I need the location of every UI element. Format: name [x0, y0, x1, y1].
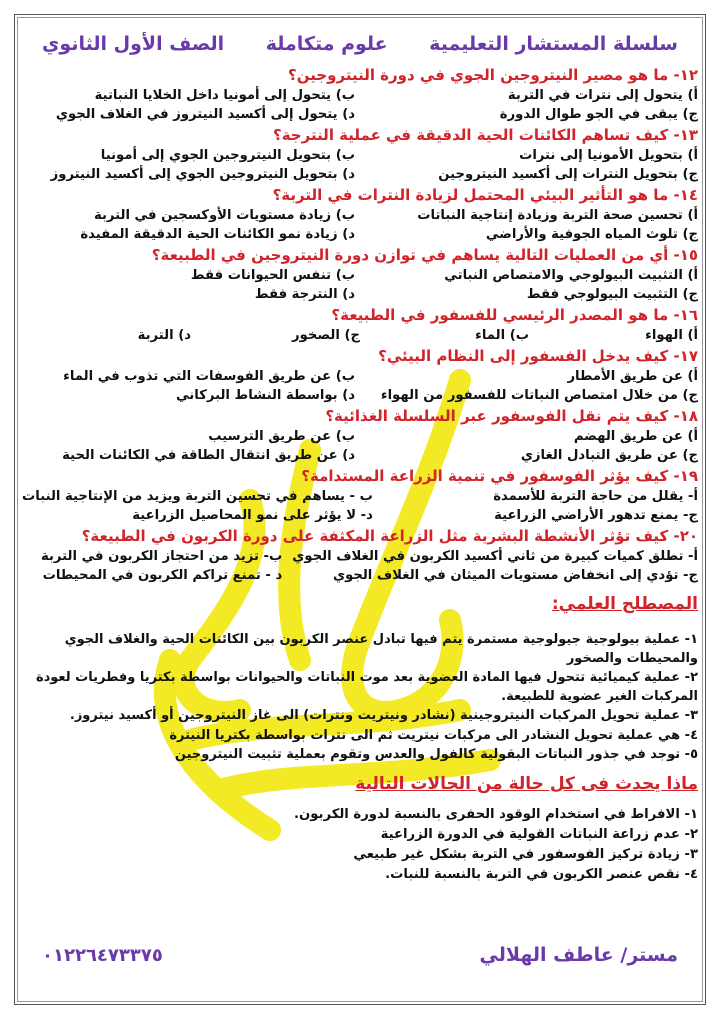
option-b: ب- تزيد من احتجاز الكربون في التربة	[40, 549, 283, 564]
question-19	[22, 466, 698, 525]
option-d: د) التربة	[137, 328, 191, 343]
option-a: أ- تطلق كميات كبيرة من ثاني أكسيد الكربون في الغلاف الجوي	[292, 549, 698, 564]
option-a: أ) بتحويل الأمونيا إلى نترات	[519, 148, 698, 163]
subject-title: علوم متكاملة	[265, 33, 388, 55]
option-a: أ) تحسين صحة التربة وزيادة إنتاجية النباتات	[417, 208, 698, 223]
question-13	[22, 125, 698, 184]
term-item: ٤- هي عملية تحويل النشادر الى مركبات نيتريت ثم الى نترات بواسطة بكتريا النيترة	[169, 727, 698, 743]
option-d: د) زيادة نمو الكائنات الحية الدقيقة المفيدة	[80, 227, 355, 242]
option-d: د- لا يؤثر على نمو المحاصيل الزراعية	[132, 508, 373, 523]
option-b: ب) يتحول إلى أمونيا داخل الخلايا النباتية	[94, 88, 355, 103]
page-footer	[42, 944, 678, 966]
option-b: ب) زيادة مستويات الأوكسجين في التربة	[93, 208, 355, 223]
worksheet-page	[22, 24, 698, 994]
question-12	[22, 65, 698, 124]
term-item: ٢- عملية كيميائية تتحول فيها المادة العضوية بعد موت النباتات والحيوانات بواسطة بكتريا وفطريات لعودة المركبات الغير عضوية للطبيعة.	[35, 670, 698, 704]
option-a: أ) الهواء	[645, 328, 698, 343]
cases-list	[22, 805, 698, 885]
option-c: ج- تؤدي إلى انخفاض مستويات الميثان في الغلاف الجوي	[333, 568, 698, 583]
option-b: ب) الماء	[475, 328, 529, 343]
terms-list	[22, 631, 698, 765]
case-item: ٢- عدم زراعة النباتات القولية في الدورة الزراعية	[380, 826, 698, 842]
option-c: ج- يمنع تدهور الأراضي الزراعية	[494, 508, 698, 523]
option-b: ب) بتحويل النيتروجين الجوي إلى أمونيا	[100, 148, 355, 163]
question-text: ١٩- كيف يؤثر الفوسفور في تنمية الزراعة المستدامة؟	[301, 467, 698, 485]
option-c: ج) الصخور	[292, 328, 360, 343]
option-d: د) عن طريق انتقال الطاقة في الكائنات الحية	[62, 448, 355, 463]
grade-title: الصف الأول الثانوي	[42, 33, 225, 55]
question-text: ١٥- أي من العمليات التالية يساهم في توازن دورة النيتروجين في الطبيعة؟	[151, 246, 698, 264]
option-d: د) النترجة فقط	[254, 287, 355, 302]
option-b: ب) عن طريق الترسيب	[208, 429, 355, 444]
term-item: ٣- عملية تحويل المركبات النيتروجينية (نشادر ونيتريت ونترات) الى غاز النيتروجين أو أكسيد نيتروز.	[69, 708, 698, 723]
question-16	[22, 305, 698, 345]
page-header	[22, 24, 698, 64]
question-text: ١٣- كيف تساهم الكائنات الحية الدقيقة في عملية النترجة؟	[273, 126, 698, 144]
case-item: ٤- نقص عنصر الكربون في التربة بالنسبة للنبات.	[385, 866, 698, 882]
question-14	[22, 185, 698, 244]
option-b: ب) تنفس الحيوانات فقط	[190, 268, 355, 283]
question-18	[22, 406, 698, 465]
series-title: سلسلة المستشار التعليمية	[429, 33, 678, 55]
cases-section-title: ماذا يحدث فى كل حالة من الحالات التالية	[355, 773, 698, 794]
option-d: د) بواسطة النشاط البركاني	[175, 388, 355, 403]
option-c: ج) من خلال امتصاص النباتات للفسفور من الهواء	[380, 388, 698, 403]
option-c: ج) تلوث المياه الجوفية والأراضي	[485, 227, 698, 242]
option-a: أ) يتحول إلى نترات في التربة	[507, 88, 698, 103]
term-item: ٥- توجد في جذور النباتات البقولية كالفول والعدس وتقوم بعملية تثبيت النيتروجين	[174, 747, 698, 762]
option-c: ج) يبقى في الجو طوال الدورة	[499, 107, 698, 122]
terms-section-title: المصطلح العلمي:	[551, 594, 698, 614]
question-text: ٢٠- كيف تؤثر الأنشطة البشرية مثل الزراعة المكثفة على دورة الكربون في الطبيعة؟	[81, 527, 698, 545]
phone-number: ٠١٢٢٦٤٧٣٣٧٥	[42, 944, 163, 966]
option-d: د) يتحول إلى أكسيد النيتروز في الغلاف الجوي	[55, 107, 355, 122]
term-item: ١- عملية بيولوجية جيولوجية مستمرة يتم فيها تبادل عنصر الكربون بين الكائنات الحية والغلاف الجوي والمحيطات والصخور	[64, 632, 698, 666]
question-text: ١٧- كيف يدخل الفسفور إلى النظام البيئي؟	[378, 347, 698, 365]
option-b: ب - يساهم في تحسين التربة ويزيد من الإنتاجية النبات	[22, 489, 373, 504]
option-b: ب) عن طريق الفوسفات التي تذوب في الماء	[63, 369, 355, 384]
option-c: ج) عن طريق التبادل الغازي	[520, 448, 698, 463]
option-d: د) بتحويل النيتروجين الجوي إلى أكسيد النيتروز	[50, 167, 355, 182]
question-20	[22, 526, 698, 585]
teacher-name: مستر/ عاطف الهلالي	[479, 944, 678, 966]
question-text: ١٢- ما هو مصير النيتروجين الجوي في دورة النيتروجين؟	[288, 66, 698, 84]
option-c: ج) التثبيت البيولوجي فقط	[526, 287, 698, 302]
option-d: د - تمنع تراكم الكربون في المحيطات	[42, 568, 283, 583]
case-item: ٣- زيادة تركيز الفوسفور في التربة بشكل غير طبيعي	[353, 846, 698, 862]
option-a: أ) عن طريق الأمطار	[567, 369, 698, 384]
case-item: ١- الافراط في استخدام الوقود الحفرى بالنسبة لدورة الكربون.	[294, 806, 698, 822]
question-17	[22, 346, 698, 405]
option-a: أ- يقلل من حاجة التربة للأسمدة	[493, 489, 698, 504]
question-text: ١٦- ما هو المصدر الرئيسي للفسفور في الطبيعة؟	[331, 306, 698, 324]
question-15	[22, 245, 698, 304]
option-c: ج) بتحويل النترات إلى أكسيد النيتروجين	[438, 167, 698, 182]
question-text: ١٤- ما هو التأثير البيئي المحتمل لزيادة النترات في التربة؟	[272, 186, 698, 204]
question-text: ١٨- كيف يتم نقل الفوسفور عبر السلسلة الغذائية؟	[325, 407, 698, 425]
option-a: أ) التثبيت البيولوجي والامتصاص النباتي	[444, 268, 698, 283]
option-a: أ) عن طريق الهضم	[573, 429, 698, 444]
